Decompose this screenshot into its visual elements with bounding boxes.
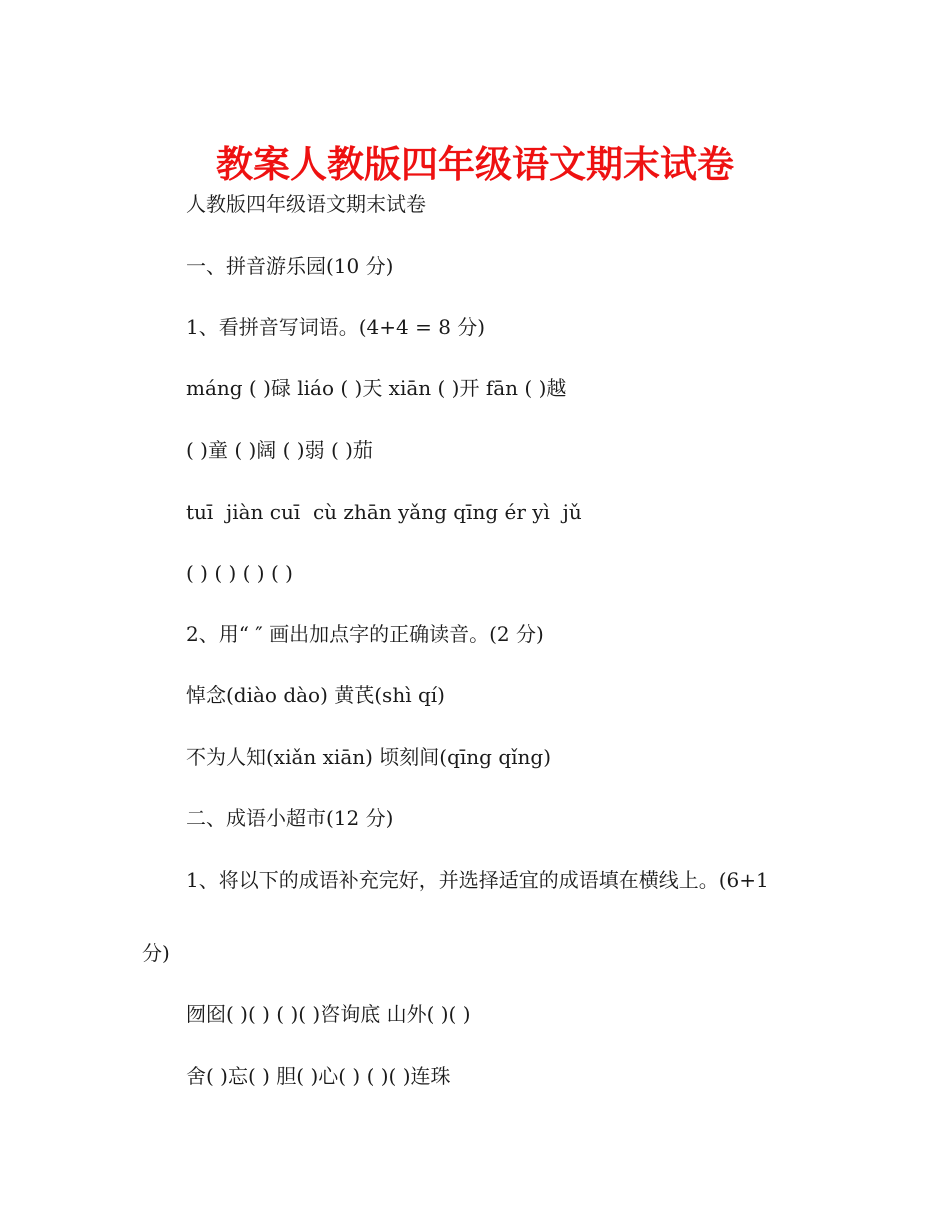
question-1-heading: 1、看拼音写词语。(4+4 = 8 分) [186,315,486,339]
section-heading-pinyin: 一、拼音游乐园(10 分) [186,254,394,278]
blank-line-2: ( ) ( ) ( ) ( ) [186,561,293,585]
reading-choice-line-1: 悼念(diào dào) 黄芪(shì qí) [186,683,445,707]
blank-line-1: ( )童 ( )阔 ( )弱 ( )茄 [186,438,373,462]
idiom-blanks-line-2: 舍( )忘( ) 胆( )心( ) ( )( )连珠 [186,1064,451,1088]
idiom-blanks-line-1: 囫囵( )( ) ( )( )咨询底 山外( )( ) [186,1002,471,1026]
question-2-heading: 2、用“ ″ 画出加点字的正确读音。(2 分) [186,622,544,646]
document-title: 教案人教版四年级语文期末试卷 [216,143,734,186]
subtitle-line: 人教版四年级语文期末试卷 [186,192,426,216]
idiom-question-heading-continued: 分) [142,941,170,965]
pinyin-line-1: máng ( )碌 liáo ( )天 xiān ( )开 fān ( )越 [186,376,567,400]
pinyin-line-2: tuī jiàn cuī cù zhān yǎng qīng ér yì jǔ [186,500,582,524]
section-heading-idioms: 二、成语小超市(12 分) [186,806,394,830]
idiom-question-heading: 1、将以下的成语补充完好，并选择适宜的成语填在横线上。(6+1 [186,868,769,892]
reading-choice-line-2: 不为人知(xiǎn xiān) 顷刻间(qīng qǐng) [186,745,552,769]
